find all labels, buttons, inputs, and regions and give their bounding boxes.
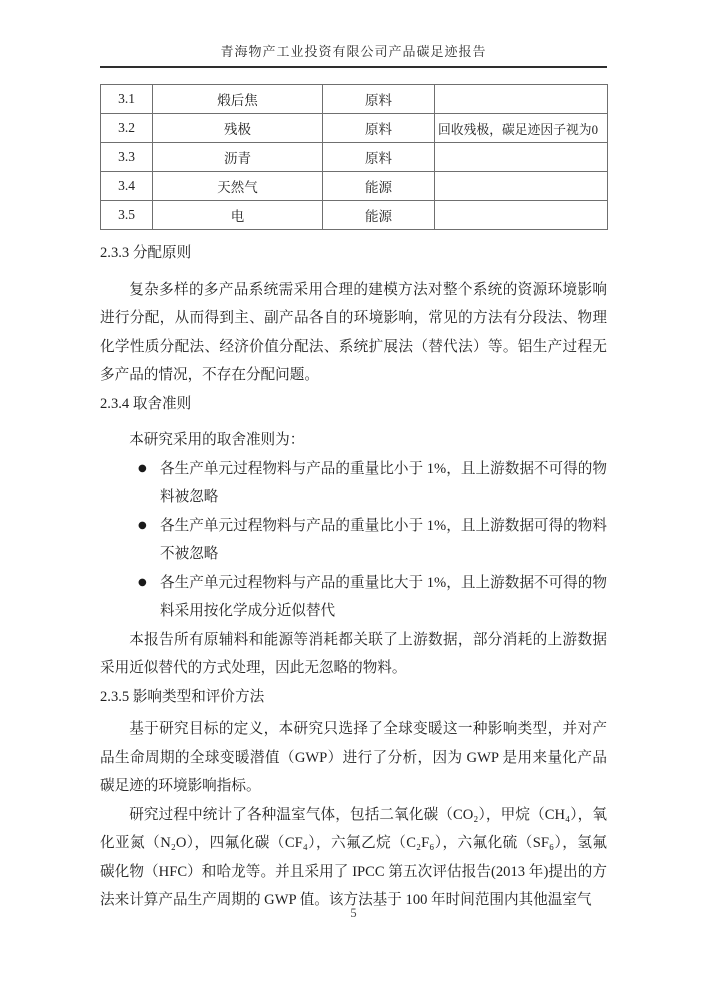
- paragraph-impact-type: 基于研究目标的定义，本研究只选择了全球变暖这一种影响类型，并对产品生命周期的全球变暖潜值（GWP）进行了分析，因为 GWP 是用来量化产品碳足迹的环境影响指标。: [100, 721, 607, 794]
- cell-material-name: 残极: [153, 114, 323, 143]
- paragraph-cutoff-conclusion: 本报告所有原辅料和能源等消耗都关联了上游数据，部分消耗的上游数据采用近似替代的方式处理，因此无忽略的物料。: [100, 631, 607, 676]
- cell-material-type: 原料: [323, 85, 435, 114]
- page-number: 5: [350, 906, 357, 920]
- table-row: [101, 114, 608, 143]
- section-heading-2-3-4: 2.3.4 取舍准则: [100, 395, 192, 412]
- cell-material-name: 天然气: [153, 172, 323, 201]
- table-row: [101, 143, 608, 172]
- cell-material-type: 原料: [323, 143, 435, 172]
- bullet-icon: ●: [138, 576, 147, 588]
- cell-material-type: 能源: [323, 172, 435, 201]
- cell-material-note: 回收残极，碳足迹因子视为0: [435, 114, 608, 143]
- materials-table: [100, 84, 608, 230]
- page-header: [100, 41, 607, 68]
- cell-row-number: 3.4: [101, 172, 153, 201]
- paragraph-cutoff-intro: 本研究采用的取舍准则为：: [129, 432, 305, 448]
- cell-material-note: [435, 143, 608, 172]
- bullet-text: 各生产单元过程物料与产品的重量比小于 1%，且上游数据不可得的物料被忽略: [160, 460, 607, 505]
- bullet-text: 各生产单元过程物料与产品的重量比小于 1%，且上游数据可得的物料不被忽略: [160, 517, 607, 562]
- cell-material-note: [435, 85, 608, 114]
- cell-row-number: 3.1: [101, 85, 153, 114]
- paragraph-greenhouse-gases: 研究过程中统计了各种温室气体，包括二氧化碳（CO₂），甲烷（CH₄），氧化亚氮（N₂O），四氟化碳（CF₄），六氟乙烷（C₂F₆），六氟化硫（SF₆），氢氟碳化物（HFC）和哈龙等。并且采用了 IPCC 第五次评估报告(2013 年)提出的方法来计算产品生产周期的 GWP 值。该方法基于 100 年时间范围内其他温室气: [100, 806, 607, 908]
- cell-row-number: 3.2: [101, 114, 153, 143]
- cell-material-note: [435, 201, 608, 230]
- bullet-text: 各生产单元过程物料与产品的重量比大于 1%，且上游数据不可得的物料采用按化学成分近似替代: [160, 574, 607, 619]
- cell-material-name: 电: [153, 201, 323, 230]
- bullet-item: [100, 455, 607, 512]
- bullet-item: [100, 569, 607, 626]
- cell-material-note: [435, 172, 608, 201]
- header-title: 青海物产工业投资有限公司产品碳足迹报告: [220, 44, 487, 59]
- bullet-icon: ●: [138, 519, 147, 531]
- table-row: [101, 201, 608, 230]
- cell-row-number: 3.3: [101, 143, 153, 172]
- table-row: [101, 85, 608, 114]
- cell-material-type: 原料: [323, 114, 435, 143]
- table-row: [101, 172, 608, 201]
- bullet-item: [100, 512, 607, 569]
- cell-material-name: 煅后焦: [153, 85, 323, 114]
- cell-material-name: 沥青: [153, 143, 323, 172]
- cell-row-number: 3.5: [101, 201, 153, 230]
- section-heading-2-3-3: 2.3.3 分配原则: [100, 245, 192, 261]
- bullet-icon: ●: [138, 462, 147, 474]
- cell-material-type: 能源: [323, 201, 435, 230]
- section-heading-2-3-5: 2.3.5 影响类型和评价方法: [100, 688, 265, 705]
- paragraph-allocation: 复杂多样的多产品系统需采用合理的建模方法对整个系统的资源环境影响进行分配，从而得到主、副产品各自的环境影响，常见的方法有分段法、物理化学性质分配法、经济价值分配法、系统扩展法（替代法）等。铝生产过程无多产品的情况，不存在分配问题。: [100, 281, 607, 383]
- document-body: [100, 239, 607, 915]
